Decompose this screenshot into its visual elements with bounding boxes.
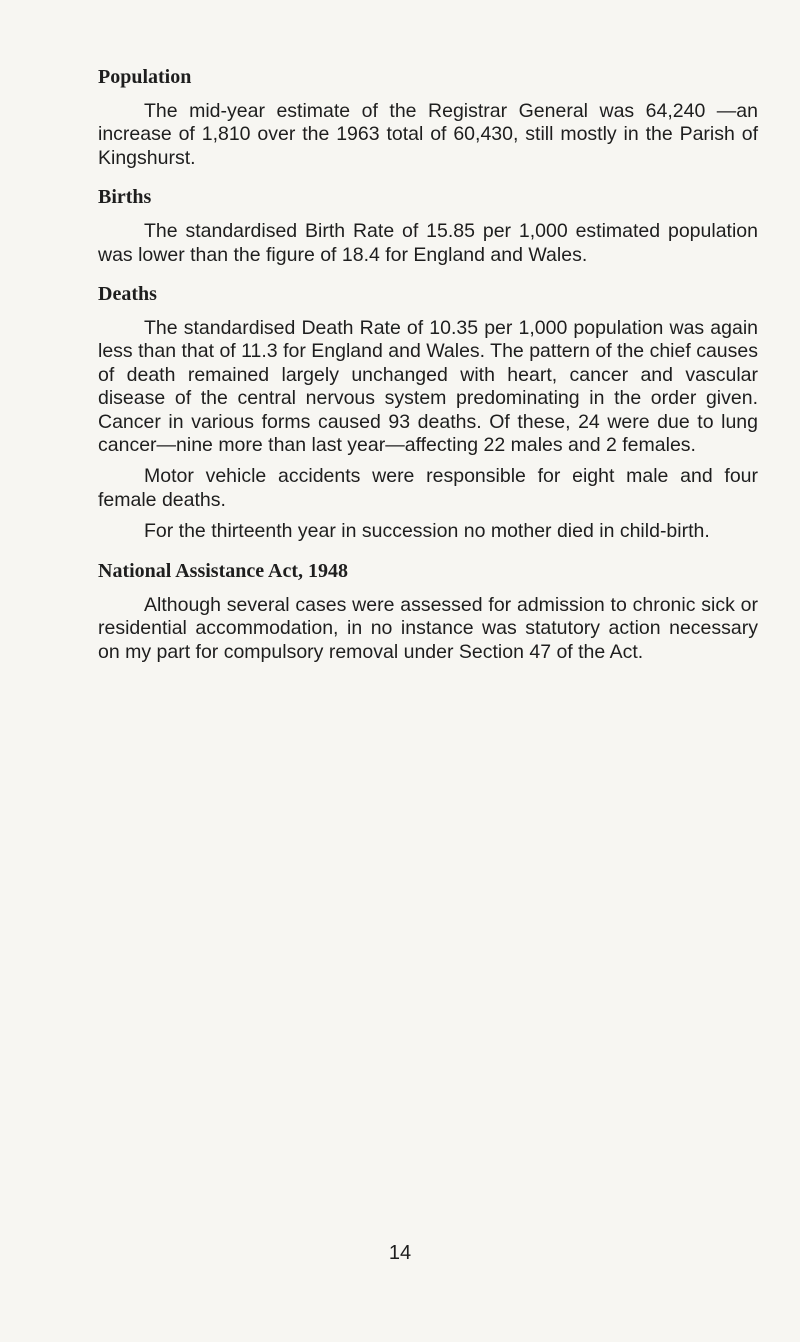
section-births bbox=[98, 184, 758, 267]
section-population bbox=[98, 64, 758, 170]
section-national-assistance bbox=[98, 558, 758, 664]
paragraph-births: The standardised Birth Rate of 15.85 per 1,000 estimated population was lower than the figure of 18.4 for England and Wales. bbox=[98, 220, 758, 266]
paragraph-population: The mid-year estimate of the Registrar General was 64,240 —an increase of 1,810 over the 1963 total of 60,430, still mostly in the Parish of Kingshurst. bbox=[98, 100, 758, 169]
paragraph-deaths-rate: The standardised Death Rate of 10.35 per 1,000 population was again less than that of 11.3 for England and Wales. The pattern of the chief causes of death remained largely unchanged with heart, cancer and vascular disease of the central nervous system predominating in the order given. Cancer in various forms caused 93 deaths. Of these, 24 were due to lung cancer—nine more than last year—affecting 22 males and 2 females. bbox=[98, 317, 758, 457]
document-page bbox=[98, 64, 758, 678]
section-deaths bbox=[98, 281, 758, 544]
paragraph-national-assistance: Although several cases were assessed for admission to chronic sick or residential accommodation, in no instance was statutory action necessary on my part for compulsory removal under Section 47 of the Act. bbox=[98, 593, 758, 663]
paragraph-deaths-maternal: For the thirteenth year in succession no mother died in child-birth. bbox=[144, 520, 710, 543]
section-heading-national-assistance: National Assistance Act, 1948 bbox=[98, 559, 348, 582]
paragraph-deaths-motor: Motor vehicle accidents were responsible for eight male and four female deaths. bbox=[98, 465, 758, 511]
section-heading-births: Births bbox=[98, 186, 152, 209]
section-heading-deaths: Deaths bbox=[98, 283, 157, 306]
page-number: 14 bbox=[388, 1242, 412, 1264]
section-heading-population: Population bbox=[98, 66, 192, 88]
